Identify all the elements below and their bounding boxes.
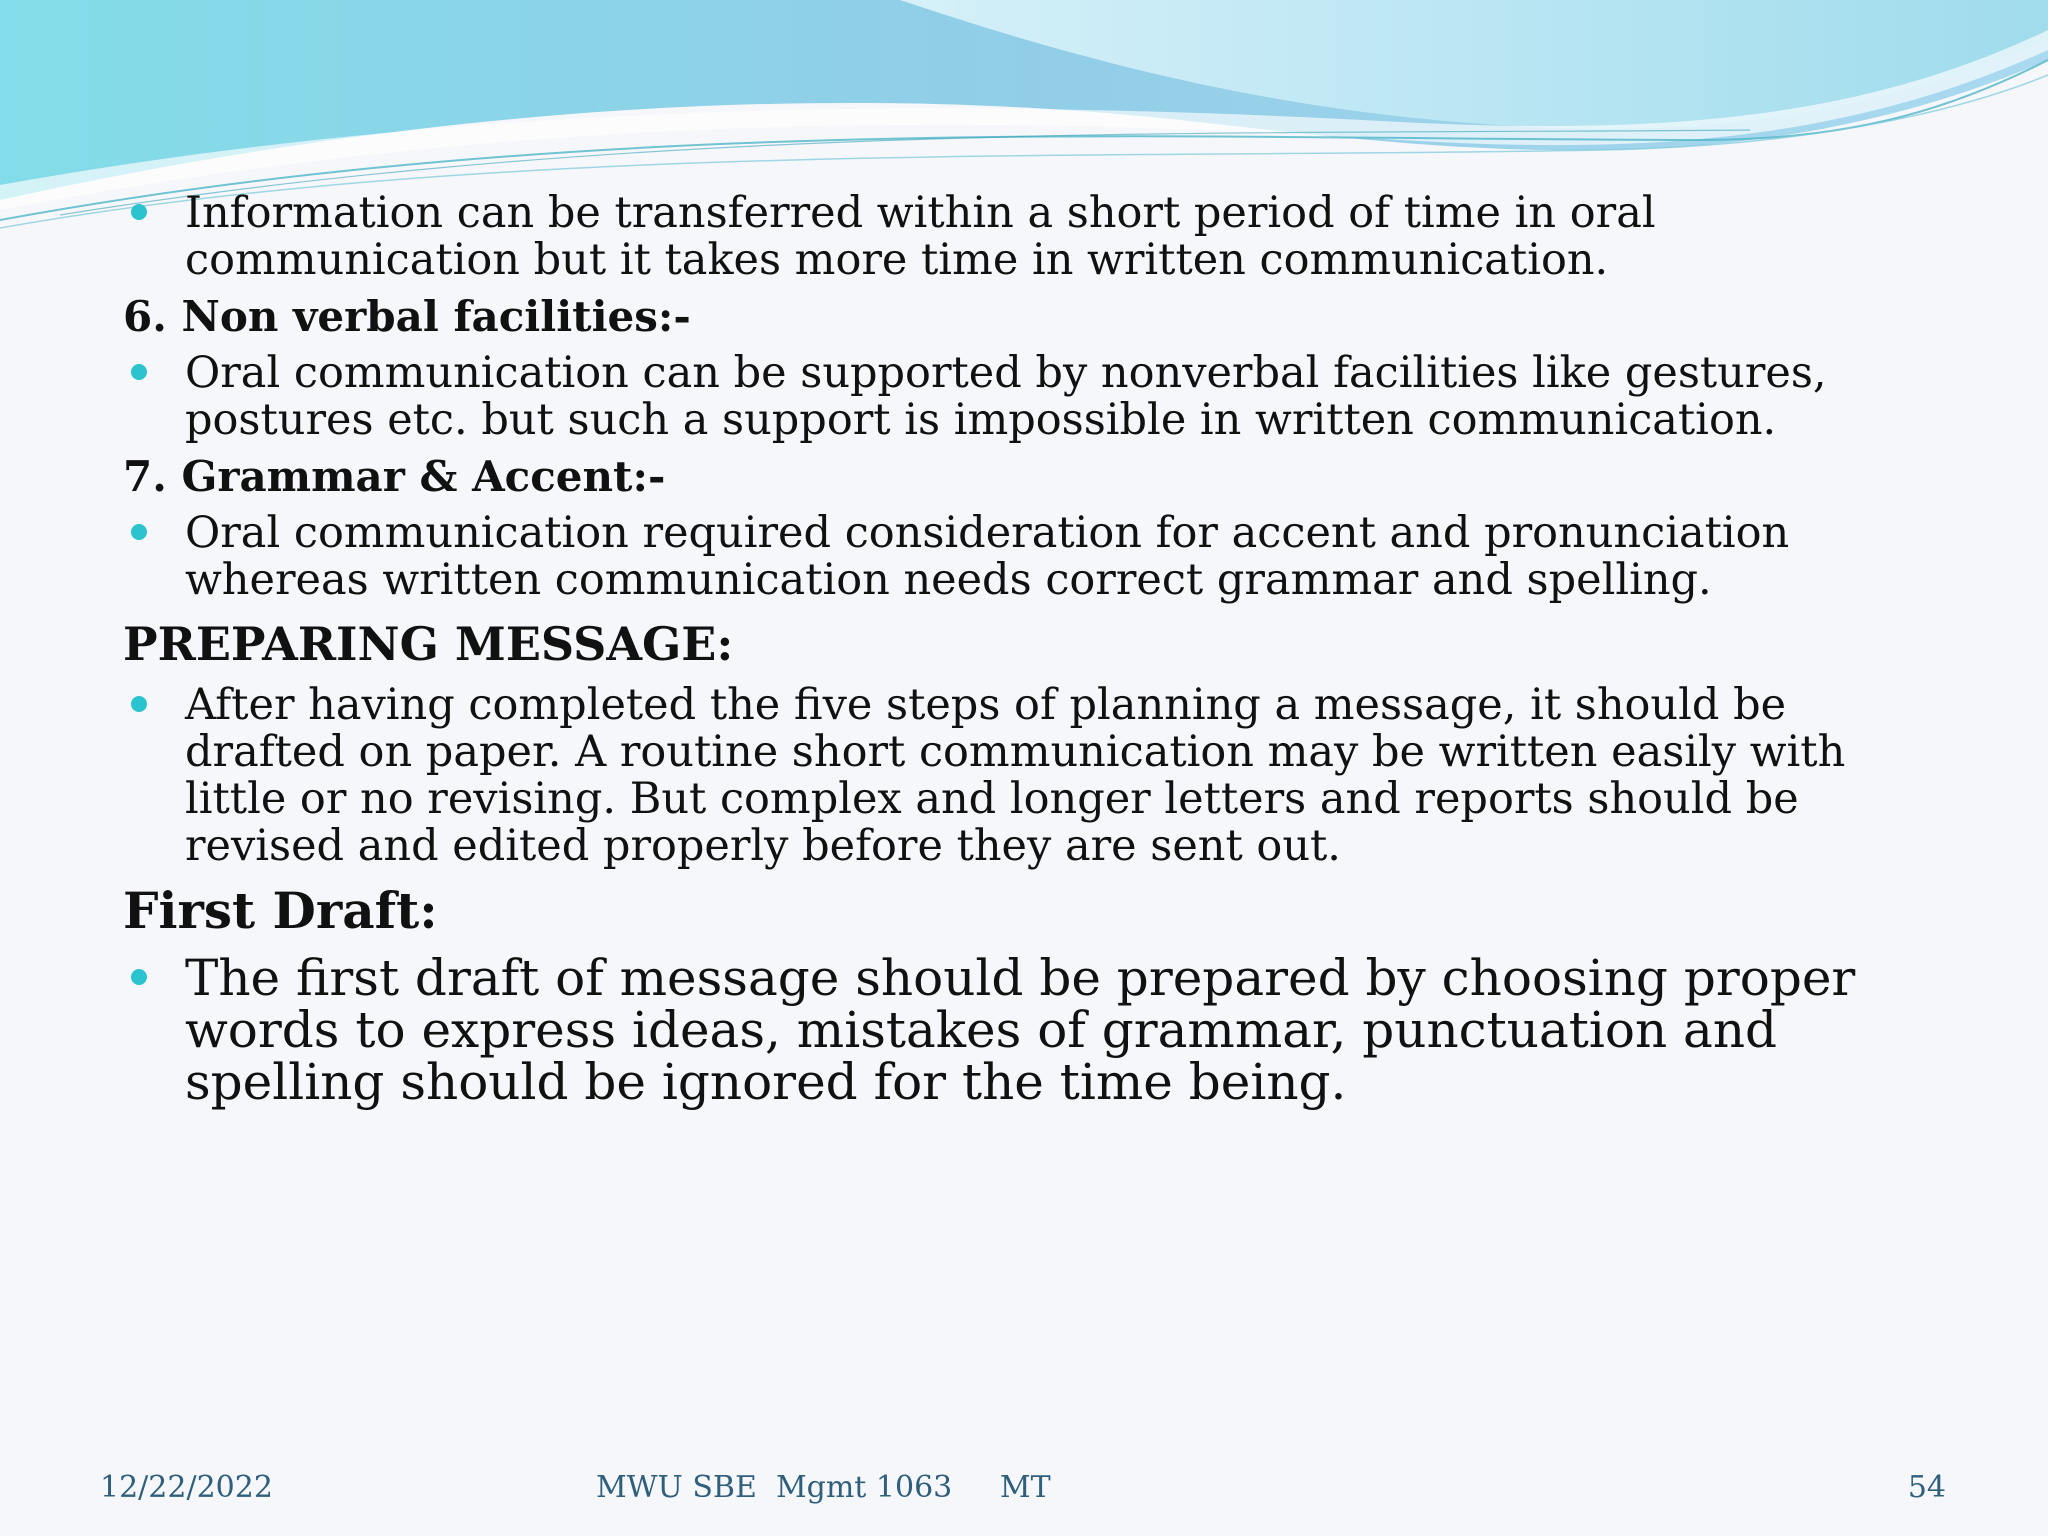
bullet-dot-icon (131, 364, 147, 380)
footer-page-number: 54 (1907, 1470, 1946, 1505)
bullet-nonverbal-support: Oral communication can be supported by nonverbal facilities like gestures, postures etc. but such a support is impossible in written communication. (123, 350, 1943, 444)
bullet-dot-icon (131, 969, 147, 985)
footer-course: MWU SBE Mgmt 1063 MT (596, 1470, 1051, 1505)
heading-first-draft: First Draft: (123, 881, 438, 940)
bullet-drafting-message: After having completed the five steps of planning a message, it should be drafted on paper. A routine short communication may be written easily with little or no revising. But complex and longer letters and reports should be revised and edited properly before they are sent out. (123, 682, 1943, 870)
slide-body (123, 188, 1943, 1111)
bullet-dot-icon (131, 696, 147, 712)
heading-non-verbal-facilities: 6. Non verbal facilities:- (123, 292, 691, 341)
bullet-dot-icon (131, 204, 147, 220)
bullet-accent-grammar: Oral communication required consideration for accent and pronunciation whereas written communication needs correct grammar and spelling. (123, 510, 1943, 604)
heading-preparing-message: PREPARING MESSAGE: (123, 617, 734, 671)
bullet-first-draft: The first draft of message should be prepared by choosing proper words to express ideas, mistakes of grammar, punctuation and spelling should be ignored for the time being. (123, 952, 1943, 1108)
bullet-dot-icon (131, 524, 147, 540)
heading-grammar-accent: 7. Grammar & Accent:- (123, 452, 666, 501)
bullet-oral-time: Information can be transferred within a short period of time in oral communication but it takes more time in written communication. (123, 190, 1943, 284)
footer-date: 12/22/2022 (100, 1470, 273, 1505)
